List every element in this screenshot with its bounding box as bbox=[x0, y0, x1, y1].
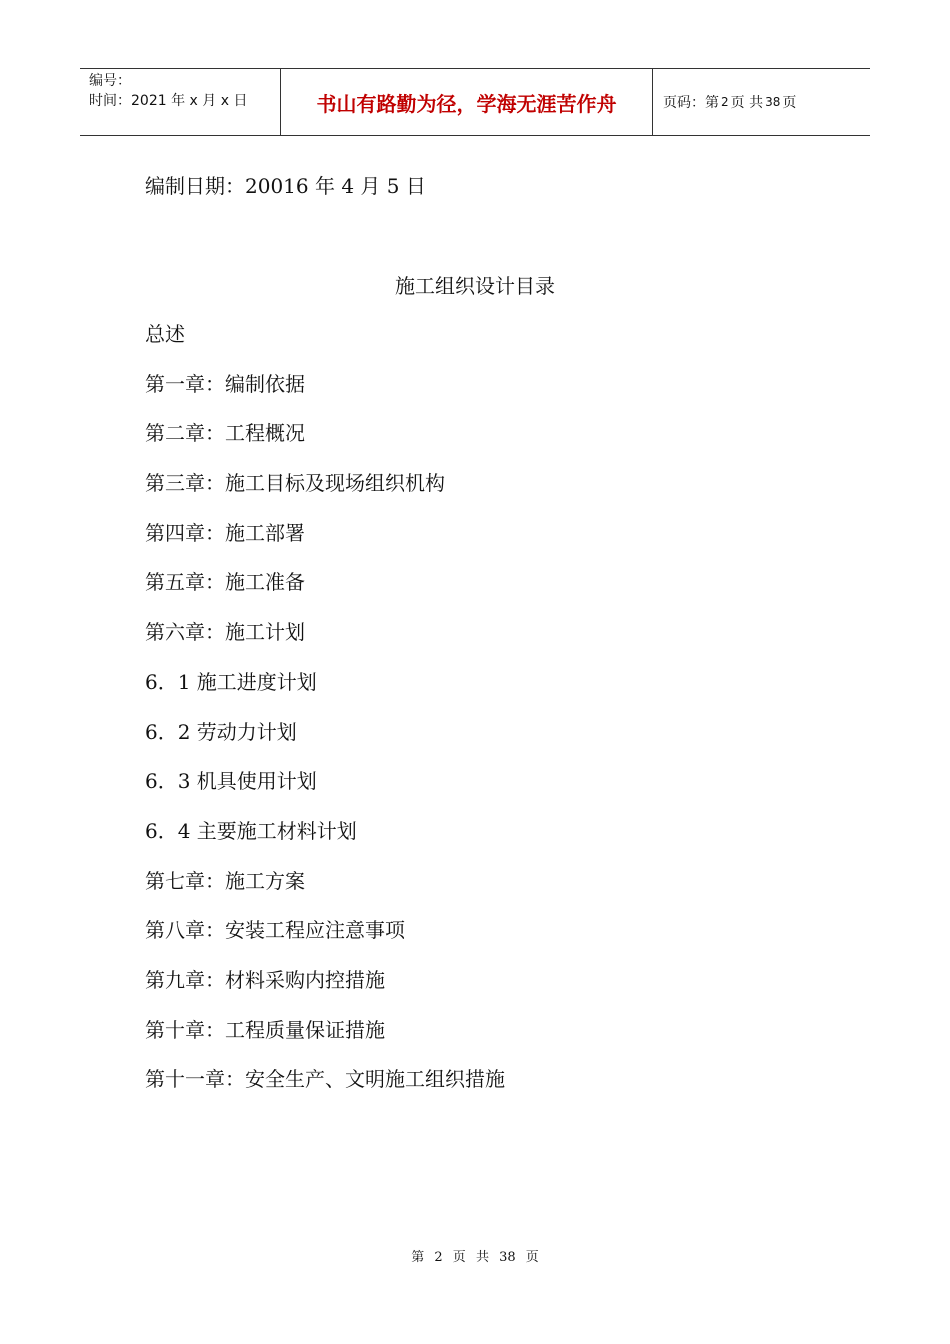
toc-item: 6．2 劳动力计划 bbox=[145, 719, 297, 744]
page-footer bbox=[0, 1246, 950, 1265]
toc-item: 第三章：施工目标及现场组织机构 bbox=[145, 471, 445, 496]
toc-item: 6．4 主要施工材料计划 bbox=[145, 818, 357, 843]
toc-item: 6．3 机具使用计划 bbox=[145, 769, 317, 794]
toc-item: 第六章：施工计划 bbox=[145, 620, 305, 645]
header-page-info bbox=[653, 69, 870, 135]
toc-item: 第十章：工程质量保证措施 bbox=[145, 1017, 385, 1042]
toc-item: 总述 bbox=[145, 322, 185, 346]
footer-mid2: 共 bbox=[475, 1250, 489, 1265]
toc-item: 第九章：材料采购内控措施 bbox=[145, 967, 385, 992]
toc-item: 第二章：工程概况 bbox=[145, 421, 305, 446]
page-current: 2 bbox=[721, 95, 729, 109]
header-meta bbox=[80, 69, 281, 135]
page-total: 38 bbox=[765, 95, 781, 109]
footer-current: 2 bbox=[434, 1250, 443, 1265]
page-mid: 页 共 bbox=[730, 95, 764, 111]
toc-item: 第一章：编制依据 bbox=[145, 371, 305, 396]
time-label: 时间：2021 年 x 月 x 日 bbox=[89, 93, 248, 109]
toc-item: 第十一章：安全生产、文明施工组织措施 bbox=[145, 1067, 505, 1092]
page-prefix: 页码：第 bbox=[663, 95, 719, 111]
toc-item: 第四章：施工部署 bbox=[145, 520, 305, 545]
table-of-contents bbox=[145, 320, 505, 1115]
toc-item: 第八章：安装工程应注意事项 bbox=[145, 918, 405, 943]
toc-item: 第七章：施工方案 bbox=[145, 868, 305, 893]
number-label: 编号： bbox=[89, 73, 131, 89]
header-motto: 书山有路勤为径，学海无涯苦作舟 bbox=[281, 69, 653, 135]
toc-item: 第五章：施工准备 bbox=[145, 570, 305, 595]
footer-total: 38 bbox=[499, 1250, 516, 1265]
page-header bbox=[80, 68, 870, 136]
toc-item: 6．1 施工进度计划 bbox=[145, 669, 317, 694]
toc-title: 施工组织设计目录 bbox=[395, 274, 555, 298]
footer-mid1: 页 bbox=[452, 1250, 466, 1265]
footer-prefix: 第 bbox=[411, 1250, 425, 1265]
page-suffix: 页 bbox=[782, 95, 797, 111]
footer-suffix: 页 bbox=[525, 1250, 539, 1265]
compile-date: 编制日期：20016 年 4 月 5 日 bbox=[145, 174, 426, 198]
